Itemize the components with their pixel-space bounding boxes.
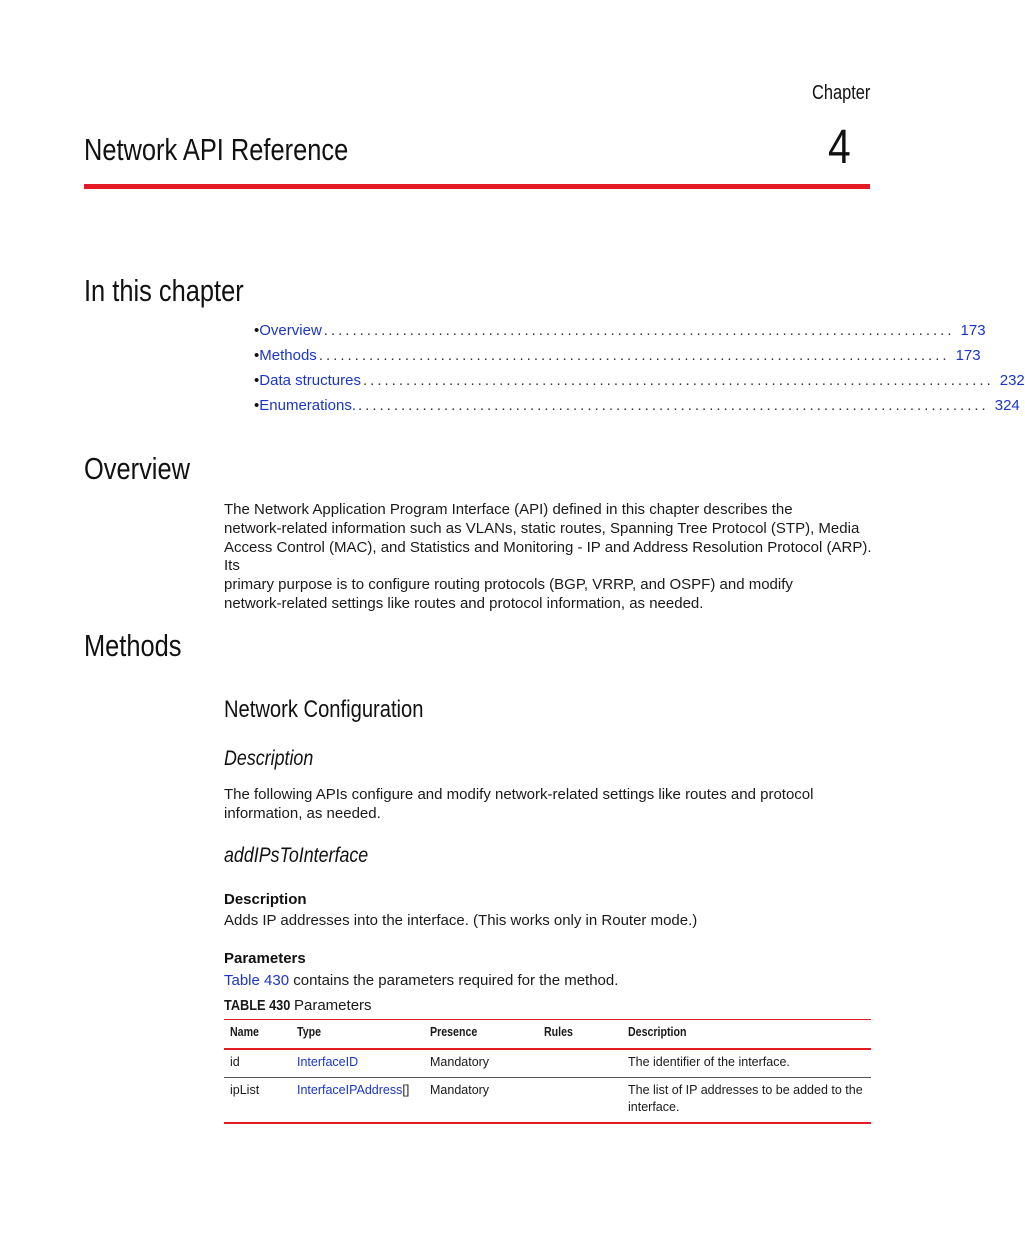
toc-item-label[interactable]: Overview: [259, 322, 322, 339]
toc-item[interactable]: [254, 397, 1020, 417]
bullet-icon: •: [254, 397, 260, 414]
bullet-icon: •: [254, 347, 260, 364]
cell-rules: [538, 1049, 622, 1078]
overview-line: The Network Application Program Interface (API) defined in this chapter describes the: [224, 501, 793, 518]
method-name-heading: addIPsToInterface: [224, 844, 369, 867]
table-header-row: [224, 1020, 871, 1050]
toc-item-label[interactable]: Methods: [259, 347, 317, 364]
description-paragraph: [224, 786, 874, 824]
toc-item[interactable]: [254, 322, 986, 342]
cell-description: The identifier of the interface.: [628, 1055, 790, 1069]
toc-item-page[interactable]: 173: [960, 322, 986, 339]
chapter-label: Chapter: [812, 82, 871, 104]
toc-item-page[interactable]: 173: [955, 347, 981, 364]
description-line: The following APIs configure and modify network-related settings like routes and protocol: [224, 786, 814, 803]
cell-description: The list of IP addresses to be added to the interface.: [628, 1083, 863, 1114]
toc-item-label[interactable]: Enumerations.: [259, 397, 356, 414]
overview-line: network-related settings like routes and protocol information, as needed.: [224, 594, 704, 612]
description-line: information, as needed.: [224, 804, 381, 822]
toc-item-label[interactable]: Data structures: [259, 372, 361, 389]
cell-type: InterfaceIPAddress[]: [297, 1083, 410, 1097]
table-caption: [224, 997, 372, 1014]
toc-heading: In this chapter: [84, 273, 244, 308]
method-description-text: Adds IP addresses into the interface. (This works only in Router mode.): [224, 912, 698, 929]
table-caption-text: Parameters: [294, 997, 372, 1014]
overview-line: Access Control (MAC), and Statistics and Monitoring - IP and Address Resolution Protocol (ARP). Its: [224, 538, 872, 575]
toc-item-page[interactable]: 324: [994, 397, 1020, 414]
parameters-table: [224, 1019, 871, 1124]
toc-leader-dots: ........................................................................................: [357, 397, 989, 414]
toc-item[interactable]: [254, 372, 1025, 392]
chapter-number: 4: [828, 121, 851, 174]
cell-name: ipList: [230, 1083, 260, 1097]
bullet-icon: •: [254, 372, 260, 389]
toc-item[interactable]: [254, 347, 981, 367]
toc-leader-dots: ........................................................................................: [318, 347, 950, 364]
network-configuration-heading: Network Configuration: [224, 696, 424, 723]
column-header: Type: [297, 1025, 322, 1039]
type-link[interactable]: InterfaceID: [297, 1055, 359, 1069]
cell-name: id: [230, 1055, 240, 1069]
column-header: Presence: [430, 1025, 478, 1039]
overview-line: network-related information such as VLANs, static routes, Spanning Tree Protocol (STP), Media: [224, 519, 860, 537]
column-header: Name: [230, 1025, 259, 1039]
table-caption-label: TABLE 430: [224, 997, 291, 1014]
overview-paragraph: [224, 501, 874, 614]
cell-rules: [538, 1078, 622, 1124]
column-header: Description: [628, 1025, 687, 1039]
parameters-label: Parameters: [224, 950, 306, 967]
chapter-title: Network API Reference: [84, 132, 349, 167]
methods-heading: Methods: [84, 628, 182, 663]
parameters-intro: [224, 972, 874, 991]
table-row: [224, 1049, 871, 1078]
column-header: Rules: [544, 1025, 573, 1039]
parameters-intro-text: contains the parameters required for the method.: [289, 972, 619, 989]
cell-presence: Mandatory: [430, 1055, 490, 1069]
type-link[interactable]: InterfaceIPAddress: [297, 1083, 403, 1097]
method-description-label: Description: [224, 891, 307, 908]
bullet-icon: •: [254, 322, 260, 339]
cell-presence: Mandatory: [430, 1083, 490, 1097]
description-heading: Description: [224, 747, 314, 770]
toc-leader-dots: ........................................................................................: [323, 322, 955, 339]
table-430-link[interactable]: Table 430: [224, 972, 290, 989]
overview-heading: Overview: [84, 451, 190, 486]
overview-line: primary purpose is to configure routing protocols (BGP, VRRP, and OSPF) and modify: [224, 576, 793, 594]
toc-item-page[interactable]: 232: [999, 372, 1025, 389]
cell-type: [291, 1049, 424, 1078]
table-row: [224, 1078, 871, 1124]
title-rule: [84, 184, 870, 189]
toc-leader-dots: ........................................................................................: [362, 372, 994, 389]
